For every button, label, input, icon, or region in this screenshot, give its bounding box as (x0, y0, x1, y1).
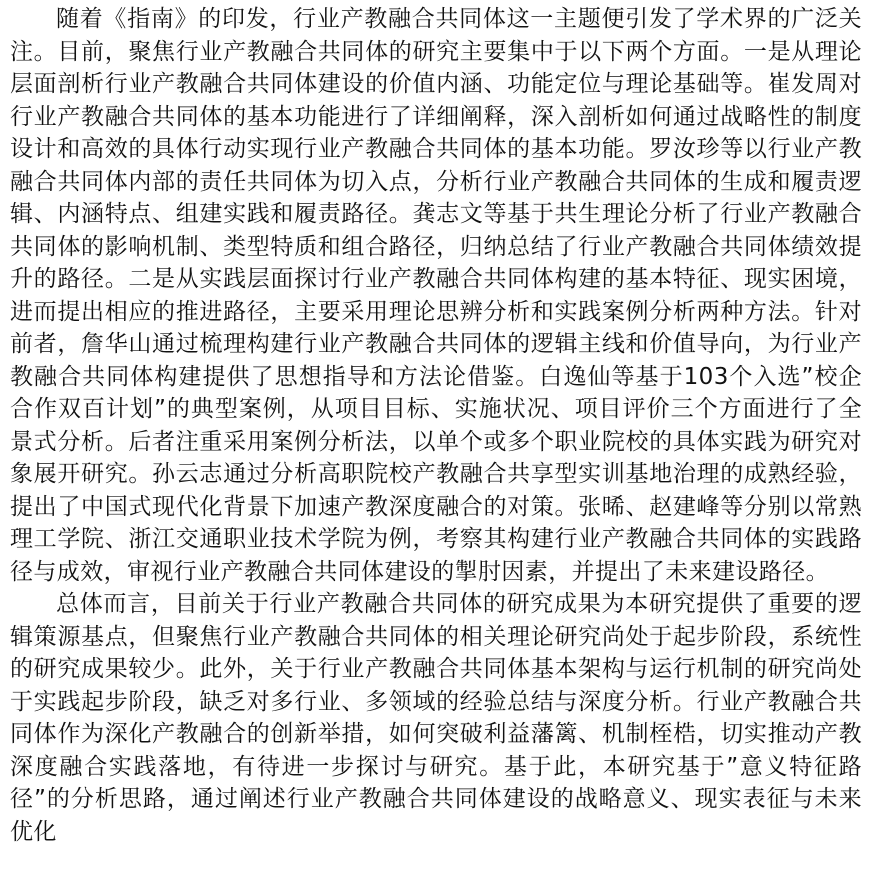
document-page (10, 0, 862, 878)
paragraph-summary: 总体而言，目前关于行业产教融合共同体的研究成果为本研究提供了重要的逻辑策源基点，但聚焦行业产教融合共同体的相关理论研究尚处于起步阶段，系统性的研究成果较少。此外，关于行业产教融合共同体基本架构与运行机制的研究尚处于实践起步阶段，缺乏对多行业、多领域的经验总结与深度分析。行业产教融合共同体作为深化产教融合的创新举措，如何突破利益藩篱、机制桎梏，切实推动产教深度融合实践落地，有待进一步探讨与研究。基于此，本研究基于”意义特征路径”的分析思路，通过阐述行业产教融合共同体建设的战略意义、现实表征与未来优化 (10, 591, 862, 845)
paragraph-literature-review: 随着《指南》的印发，行业产教融合共同体这一主题便引发了学术界的广泛关注。目前，聚焦行业产教融合共同体的研究主要集中于以下两个方面。一是从理论层面剖析行业产教融合共同体建设的价值内涵、功能定位与理论基础等。崔发周对行业产教融合共同体的基本功能进行了详细阐释，深入剖析如何通过战略性的制度设计和高效的具体行动实现行业产教融合共同体的基本功能。罗汝珍等以行业产教融合共同体内部的责任共同体为切入点，分析行业产教融合共同体的生成和履责逻辑、内涵特点、组建实践和履责路径。龚志文等基于共生理论分析了行业产教融合共同体的影响机制、类型特质和组合路径，归纳总结了行业产教融合共同体绩效提升的路径。二是从实践层面探讨行业产教融合共同体构建的基本特征、现实困境，进而提出相应的推进路径，主要采用理论思辨分析和实践案例分析两种方法。针对前者，詹华山通过梳理构建行业产教融合共同体的逻辑主线和价值导向，为行业产教融合共同体构建提供了思想指导和方法论借鉴。白逸仙等基于103个入选”校企合作双百计划”的典型案例，从项目目标、实施状况、项目评价三个方面进行了全景式分析。后者注重采用案例分析法，以单个或多个职业院校的具体实践为研究对象展开研究。孙云志通过分析高职院校产教融合共享型实训基地治理的成熟经验，提出了中国式现代化背景下加速产教深度融合的对策。张晞、赵建峰等分别以常熟理工学院、浙江交通职业技术学院为例，考察其构建行业产教融合共同体的实践路径与成效，审视行业产教融合共同体建设的掣肘因素，并提出了未来建设路径。 (10, 6, 862, 585)
